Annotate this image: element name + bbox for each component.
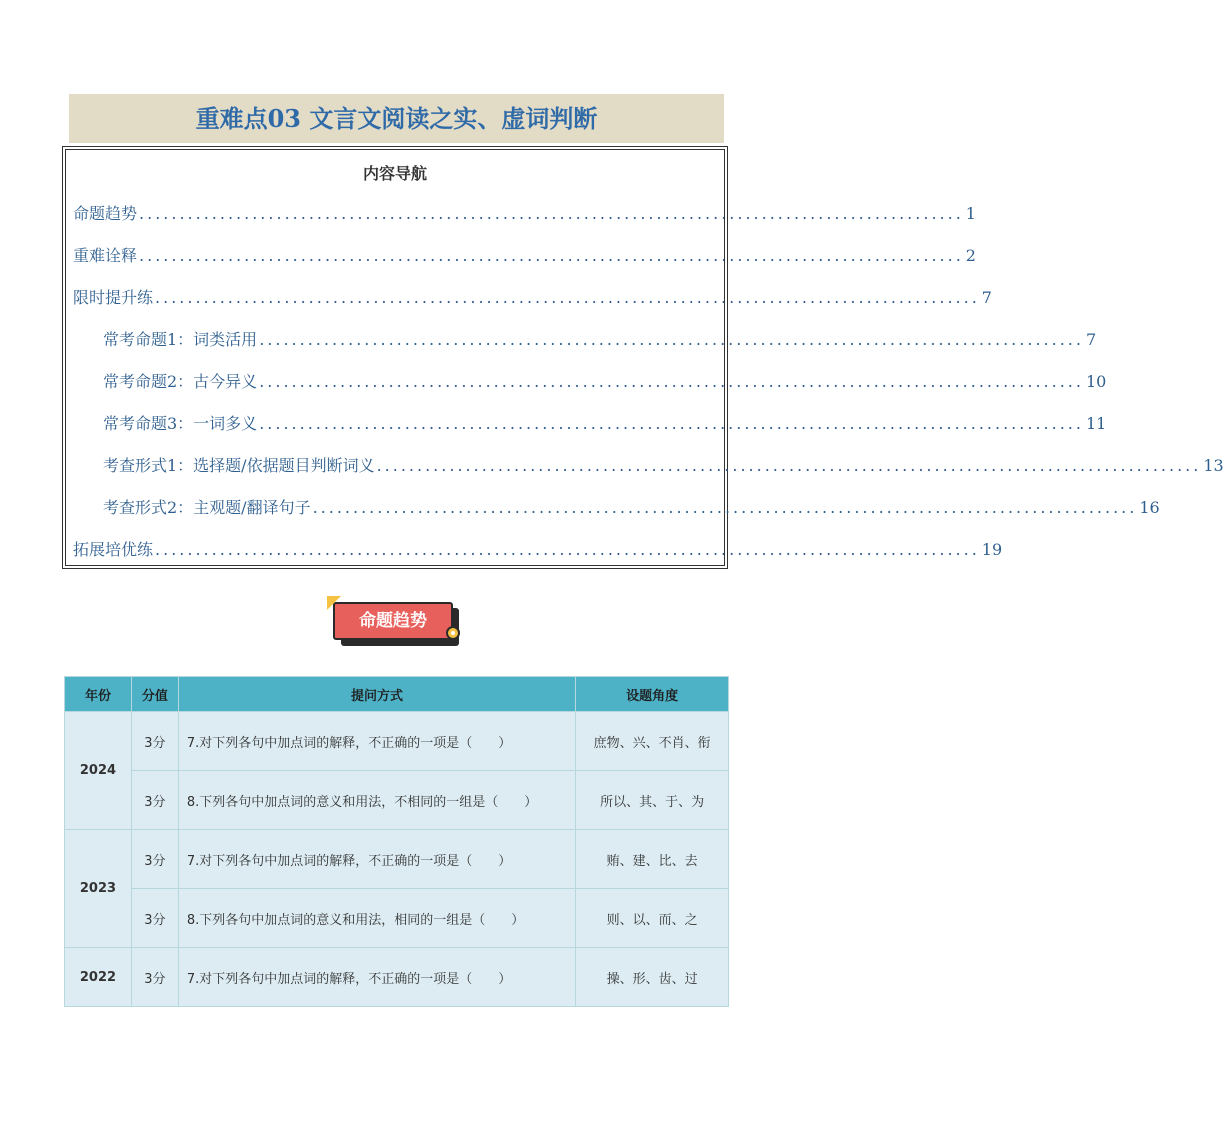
angle-cell: 操、形、齿、过 <box>576 948 729 1007</box>
toc-item-page: 19 <box>981 540 1003 559</box>
year-cell: 2022 <box>65 948 132 1007</box>
score-cell: 3分 <box>131 830 178 889</box>
toc-item-page: 10 <box>1085 372 1107 391</box>
question-cell: 7.对下列各句中加点词的解释，不正确的一项是（ ） <box>178 712 575 771</box>
toc-item-page: 1 <box>965 204 976 223</box>
year-cell: 2024 <box>65 712 132 830</box>
toc-item-label: 常考命题3：一词多义 <box>103 414 258 433</box>
question-cell: 7.对下列各句中加点词的解释，不正确的一项是（ ） <box>178 830 575 889</box>
angle-cell: 所以、其、于、为 <box>576 771 729 830</box>
score-cell: 3分 <box>131 712 178 771</box>
year-cell: 2023 <box>65 830 132 948</box>
toc-item[interactable] <box>73 201 976 223</box>
angle-cell: 则、以、而、之 <box>576 889 729 948</box>
toc-item-label: 命题趋势 <box>73 204 138 223</box>
toc-item-page: 7 <box>1085 330 1097 349</box>
toc-item-label: 拓展培优练 <box>73 540 154 559</box>
table-row <box>65 712 729 771</box>
trend-table <box>64 676 729 1007</box>
question-cell: 8.下列各句中加点词的意义和用法，不相同的一组是（ ） <box>178 771 575 830</box>
header-year: 年份 <box>65 677 132 712</box>
table-row <box>65 889 729 948</box>
toc-item-page: 7 <box>981 288 992 307</box>
table-row <box>65 948 729 1007</box>
toc-heading: 内容导航 <box>362 164 427 183</box>
table-row <box>65 830 729 889</box>
toc-leader-dots: ...................................................................................................... <box>139 204 964 223</box>
toc-item[interactable] <box>103 369 1107 391</box>
table-row <box>65 771 729 830</box>
toc-item-page: 13 <box>1203 456 1224 475</box>
angle-cell: 庶物、兴、不肖、衔 <box>576 712 729 771</box>
table-of-contents <box>62 146 1224 569</box>
toc-leader-dots: ...................................................................................................... <box>155 540 980 559</box>
question-cell: 8.下列各句中加点词的意义和用法，相同的一组是（ ） <box>178 889 575 948</box>
toc-leader-dots: ...................................................................................................... <box>312 498 1138 517</box>
toc-item-label: 常考命题2：古今异义 <box>103 372 258 391</box>
toc-leader-dots: ...................................................................................................... <box>376 456 1202 475</box>
toc-item-page: 11 <box>1085 414 1107 433</box>
page-title: 重难点03 文言文阅读之实、虚词判断 <box>69 94 724 143</box>
table-header-row <box>65 677 729 712</box>
question-cell: 7.对下列各句中加点词的解释，不正确的一项是（ ） <box>178 948 575 1007</box>
header-question: 提问方式 <box>178 677 575 712</box>
angle-cell: 贿、建、比、去 <box>576 830 729 889</box>
toc-item[interactable] <box>73 243 976 265</box>
toc-item[interactable] <box>73 285 992 307</box>
score-cell: 3分 <box>131 948 178 1007</box>
toc-item[interactable] <box>103 495 1160 517</box>
badge-corner-decoration <box>327 596 341 610</box>
score-cell: 3分 <box>131 771 178 830</box>
toc-item-label: 考查形式2：主观题/翻译句子 <box>103 498 311 517</box>
section-badge <box>333 602 459 644</box>
toc-item[interactable] <box>73 537 1003 559</box>
badge-ring-decoration <box>446 626 460 640</box>
toc-leader-dots: ...................................................................................................... <box>155 288 980 307</box>
toc-item-page: 16 <box>1139 498 1160 517</box>
toc-item[interactable] <box>103 411 1107 433</box>
toc-item[interactable] <box>103 453 1224 475</box>
toc-item-page: 2 <box>965 246 976 265</box>
toc-item-label: 考查形式1：选择题/依据题目判断词义 <box>103 456 375 475</box>
header-score: 分值 <box>131 677 178 712</box>
toc-leader-dots: ...................................................................................................... <box>139 246 964 265</box>
header-angle: 设题角度 <box>576 677 729 712</box>
toc-leader-dots: ...................................................................................................... <box>259 414 1084 433</box>
toc-item-label: 重难诠释 <box>73 246 138 265</box>
toc-item[interactable] <box>103 327 1097 349</box>
badge-label: 命题趋势 <box>333 602 453 640</box>
score-cell: 3分 <box>131 889 178 948</box>
toc-leader-dots: ...................................................................................................... <box>259 372 1084 391</box>
toc-leader-dots: ...................................................................................................... <box>259 330 1084 349</box>
toc-item-label: 常考命题1：词类活用 <box>103 330 258 349</box>
toc-item-label: 限时提升练 <box>73 288 154 307</box>
